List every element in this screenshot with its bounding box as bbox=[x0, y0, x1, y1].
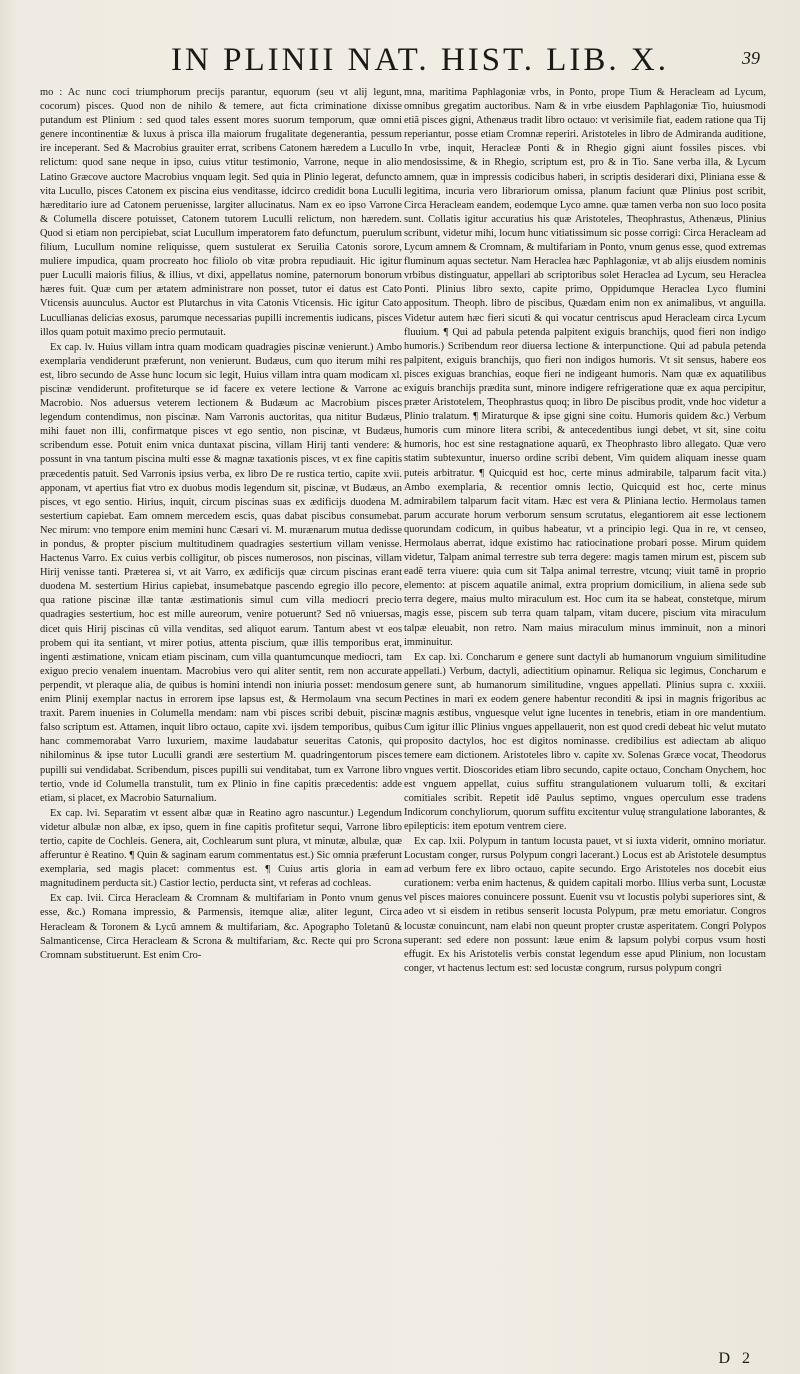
running-title: IN PLINII NAT. HIST. LIB. X. bbox=[171, 42, 669, 78]
signature-mark: D 2 bbox=[718, 1350, 754, 1367]
left-paragraph-2: Ex cap. lv. Huius villam intra quam modicam quadragies piscinæ venierunt.) Ambo exemplaria vendiderunt præferunt, non venierunt. Budæus, cum quo iterum mihi res est, libro secundo de Asse hunc locum sic legit, Huius villam intra quam modicam xl. piscinæ vendiderunt. profiteturque se id facere ex vetere lectione & Varrone ac Macrobio. Nos aduersus veterem lectionem & Budæum ac Macrobium pisces legendum contendimus, non piscinæ. Nam Varronis auctoritas, qua nititur Budæus, mihi fauet non illi, confirmatque pisces vt ego sentio, non piscinæ, vt Budæus, scribendum esse. Potuit enim vnica duntaxat piscina, villam Hirij tanti vendere: & possunt in vna tantum piscina multi esse & magnæ taxationis pisces, vt ex fine capitis præcedentis patuit. Sed Varronis ipsius verba, ex libro De re rustica tertio, capite xvii. apponam, vt apertius fiat vtro ex duobus modis legendum sit, piscinæ, vt Budæus, an pisces, vt ego sentio. Hirius, inquit, circum piscinas suas ex ædificijs duodena M. sestertium capiebat. Eam omnem mercedem escis, quas dabat piscibus consumebat. Nec mirum: vno tempore enim memini hunc Cæsari vi. M. murænarum mutua dedisse in pondus, & propter piscium multitudinem quadragies sestertium villam venisse. Hactenus Varro. Ex cuius verbis colligitur, ob pisces numerosos, non piscinas, villam Hirij venisse tanti. Præterea si, vt ait Varro, ex ædificijs quæ circum piscinas erant duodena M. sestertium Hirius capiebat, insumebatque pascendo egregio illo pecore, qua ratione piscinæ illæ tantæ æstimationis simul cum villa mediocri precio quadragies sestertium, hoc est mille aureorum, venire potuerunt? Sed nõ vniuersas, dicet quis Hirij piscinas cũ villa venditas, sed aliquot earum. Tantum abest vt eos probem qui ita sentiant, vt mirer potius, attenta piscium, quæ illis temporibus erat, ingenti æstimatione, vnicam etiam piscinam, cum villa quantumcunque mediocri, tam exiguo precio venalem inuentam. Macrobius vero qui aliter sentit, rem non accurate perpendit, vt pleraque alia, de quibus is homini intendi non iniuria posset: mendosum enim Plinij exemplar nactus in errorem ipse lapsus est, & Hermolaum vna secum traxit. Parem inuenies in Columella mendam: nam vbi pisces scribi debuit, piscinæ falso scriptum est. Attamen, inquit libro octauo, capite xvi. ijsdem temporibus, quibus hanc commemorabat Varro luxuriem, maxime laudabatur seueritas Catonis, qui nihilominus & ipse tutor Luculli grandi ære sestertium M. quadringentorum pisces pupilli sui vendidabat. Scribendum, pisces pupilli sui venditabat, tum ex Varrone libro tertio, vnde id Columella transtulit, tum ex Plinio in fine capitis præcedentis: adde etiam, si placet, ex Macrobio Saturnalium. bbox=[40, 341, 402, 804]
right-paragraph-1: mna, maritima Paphlagoniæ vrbs, in Ponto, prope Tium & Heracleam ad Lycum, omnibus gregatim auctoribus. Nam & in vrbe eiusdem Paphlagoniæ Tio, huiusmodi etiã pisces gigni, Athenæus tradit libro octauo: vt verisimile fiat, eadem ratione qua Tij reperiantur, posse etiam Cromnæ reperiri. Aristoteles in libro de Admiranda auditione, In vrbe, inquit, Heracleæ Ponti & in Rhegio gigni aiunt fossiles pisces. vbi mendosissime, & in Rhegio, scriptum est, pro & in Tio. Sane verba illa, & Lycum amnem, quæ in impressis codicibus haberi, in scriptis desiderari dixi, Pliniana esse & legitima, incuria vero librariorum omissa, planum faciunt quæ Plinius post scribit, Circa Heracleam eandem, eodemque Lyco amne. quæ tamen verba non suo loco posita sunt. Collatis igitur accuratius his quæ Aristoteles, Theophrastus, Athenæus, Plinius scribunt, videtur mihi, locum hunc vitiatissimum sic posse corrigi: Circa Heracleam ad Lycum amnem & Cromnam, & multifariam in Ponto, vnum genus esse, quod extremas fluminum aquas sectetur. Nam Heraclea hæc Paphlagoniæ, vt ab alijs eiusdem nominis vrbibus distinguatur, appellari ab scriptoribus solet Heraclea ad Lycum, seu Heraclea Ponti. Plinius libro sexto, capite primo, Oppidumque Heraclea Lyco flumini appositum. Theoph. libro de piscibus, Quædam enim non ex animalibus, vt anguilla. Videtur autem hæc fieri sicuti & qui vocatur centriscus apud Heracleam circa Lycum fluuium. ¶ Qui ad pabula petenda palpitent exiguis branchijs, quod fieri non indigo humoris.) Scribendum reor diuersa lectione & interpunctione. Qui ad pabula petenda palpitent, exiguis branchijs, quo fieri non indigos humoris. Vt sit sensus, habere eos pisces exiguas branchias, eoque fieri ne indigeant humoris. Nam quæ ex aquatilibus exiguis branchijs prædita sunt, minore indigere refrigeratione quæ ex aqua percipitur, præter Aristotelem, Theophrastus quoq; in libro De piscibus prodit, vnde hoc videtur a Plinio tralatum. ¶ Miraturque & ipse gigni sine coitu. Humoris quidem &c.) Verbum humoris cum minore litera scribi, & antecedentibus iungi debet, vt sit, sine coitu humoris, hoc est sine restagnatione aquarũ, ex Theophrasto libro allegato. Quæ vero statim subtexuntur, inuerso ordine scribi debent, Vim quidem aliquam inesse quam puteis arbitratur. ¶ Quicquid est hoc, certe minus admirabile, talparum facit vita.) Ambo exemplaria, & recentior omnis lectio, Quicquid est hoc, certe minus admirabilem talparum facit vitam. Hæc est vera & Pliniana lectio. Hermolaus tamen parum accurate horum verborum sensum scrutatus, elegantiorem ait esse lectionem quorundam codicum, in quibus habeatur, vt a principio legi. Qua in re, vt censeo, Hermolaus aberrat, idque existimo hac ratiocinatione probari posse. Mirum quidem videtur, Talpam animal terrestre sub terra degere: magis tamen mirum est, piscem sub eadẽ terra viuere: quia cum sit Talpa animal terrestre, vtcunq; viuit tamẽ in proprio elemento: at piscem aquatile animal, extra proprium domicilium, in aliena sede sub terra degere, maius multo miraculum est. Hoc cum ita se habeat, constetque, mirum magis esse, piscem sub terra quam talpam, vitam ducere, piscium vita miraculum talpæ eleuabit, non retro. Nam maius miraculum minus imminuit, non a minori imminuitur. bbox=[404, 87, 766, 648]
left-column bbox=[40, 86, 402, 964]
right-paragraph-3: Ex cap. lxii. Polypum in tantum locusta pauet, vt si iuxta viderit, omnino moriatur. Locustam conger, rursus Polypum congri lacerant.) Locus est ab Aristotele desumptus ad verbum fere ex libro octauo, capite secundo. Ergo Aristoteles nos docebit eius curationem: verba enim hactenus, & quidem capitali morbo. Illius verba sunt, Locustæ vel pisces maiores conuincere possunt. Euenit vsu vt locustis polybi superiores sint, & adeo vt si eisdem in retibus senserit locusta Polypum, præ metu emoriatur. Congros locustæ conuincunt, nam elabi non queunt propter crustæ asperitatem. Congri Polypos superant: sed edere non possunt: læue enim & lapsum polybi corpus vsum hosti effugit. Ex his Aristotelis verbis constat legendum esse apud Plinium, non locustam conger, vt hactenus lectum est: sed locustæ congrum, rursus polypum congri bbox=[404, 835, 766, 974]
left-paragraph-1: mo : Ac nunc coci triumphorum precijs parantur, equorum (seu vt alij legunt, cocorum) pisces. Quod non de nihilo & temere, aut ficta criminatione dixisse putandum est Plinium : sed quod tales essent mores suorum temporum, quæ omni genere incontinentiæ & luxus à prisca illa maiorum frugalitate degenerantia, pessum ire inceperant. Sed & Macrobius grauiter errat, scribens Catonem hæredem a Lucullo relictum: quod sane neque in ipso, cuius vtitur testimonio, Varrone, neque in alio Latino Græcove auctore Macrobius vnquam legit. Sed quia in Plinio legerat, defuncto vita Lucullo, pisces Catonem ex piscina eius venditasse, idcirco credidit bona Luculli hæreditario iure ad Catonem peruenisse, largiter allucinatus. Nam ex eo ipso Varrone & Columella discere potuisset, Catonem tutorem Luculli relictum, non hæredem. Quod si etiam non percipiebat, sciat Lucullum imperatorem fato defunctum, puerulum filium, Lucullum nomine reliquisse, quem sustulerat ex Seruilia Catonis sorore, muliere impudica, quam procreato hoc filiolo ob vitæ probra repudiauit. Hic igitur puer Luculli maioris filius, & illius, vt dixi, appellatus nomine, paternorum bonorum hæres fuit. Quæ cum per ætatem administrare non posset, tutor ei datus est Cato Vticensis auunculus. Auctor est Plutarchus in vita Catonis Vticensis. Hic igitur Cato Lucullianas delicias exosus, parumque necessarias pupilli incrementis iudicans, pisces illos quam potuit maximo precio permutauit. bbox=[40, 87, 402, 338]
right-paragraph-2: Ex cap. lxi. Concharum e genere sunt dactyli ab humanorum vnguium similitudine appellati.) Verbum, dactyli, adiectitium opinamur. Reliqua sic legimus, Concharum e genere sunt, ab humanorum similitudine, vngues appellati. Plinius supra c. xxxiii. Pectines in mari ex eodem genere habentur reconditi & ipsi in magnis frigoribus ac magnis æstibus, vnguesque velut igne lucentes in tenebris, etiam in ore mandentium. Cum igitur illic Plinius vngues appellauerit, non est quod credi debeat hic velut mutato proposito dactylos, hoc est digitos nominasse. credibilius est adiectam ab aliquo temere eam dictionem. Aristoteles libro v. capite xv. Solenas Græce vocat, Theodorus vngues vertit. Dioscorides etiam libro secundo, capite octauo, Concham Onychem, hoc est vnguem appellat, cuius suffitu strangulationem vuluarum tolli, & excitari comitiales scribit. Repetit idẽ Paulus septimo, vngues operculum esse tradens Indicorum conchyliorum, quorum suffitu excitentur vuluę strangulatione laborantes, & epilepticis: item epotum ventrem ciere. bbox=[404, 651, 766, 832]
left-paragraph-3: Ex cap. lvi. Separatim vt essent albæ quæ in Reatino agro nascuntur.) Legendum videtur albulæ non albæ, ex ipso, quem in fine capitis profitetur sequi, Varrone libro tertio, capite de Cochleis. Genera, ait, Cochlearum sunt plura, vt minutæ, albulæ, quæ afferuntur è Reatino. ¶ Quin & saginam earum commentatus est.) Sic omnia præferunt exemplaria, sed magis placet: commentus est. ¶ Cuius artis gloria in eam magnitudinem perducta sit.) Castior lectio, perducta sint, vt referas ad cochleas. bbox=[40, 807, 402, 890]
page-number: 39 bbox=[742, 48, 760, 68]
page-header bbox=[40, 40, 760, 80]
right-column bbox=[404, 86, 766, 977]
left-paragraph-4: Ex cap. lvii. Circa Heracleam & Cromnam & multifariam in Ponto vnum genus esse, &c.) Romana impressio, & Parmensis, itemque aliæ, aliter legunt, Circa Heracleam & Toronem & Lycũ amnem & multifariam, &c. Apographo Toletanũ & Salmanticense, Circa Heracleam & Scrona & multifariam, &c. Recte qui pro Scrona Cromnam substituerunt. Est enim Cro- bbox=[40, 893, 402, 961]
